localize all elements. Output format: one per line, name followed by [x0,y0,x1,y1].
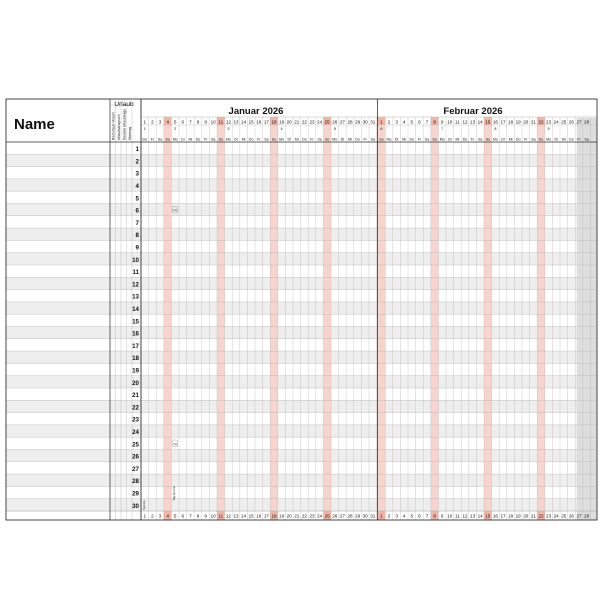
day-number-januar: 14 [241,119,247,125]
urlaub-sub-header: Urlaubsanspruch [116,114,121,140]
weekday-label-januar: Do [355,137,360,142]
row-number: 1 [135,146,139,154]
day-number-januar: 2 [151,119,154,125]
day-number-januar: 25 [324,119,330,125]
weekday-label-februar: Fr [524,137,528,142]
weekday-label-februar: Sa [584,137,589,142]
sunday-column-highlight [164,117,172,520]
week-number-januar: 2 [174,127,177,132]
month-title-februar: Februar 2026 [443,106,503,117]
footer-day-number-januar: 6 [181,513,185,519]
footer-day-number-februar: 28 [584,513,590,519]
footer-day-number-januar: 19 [279,513,285,519]
row-shade [6,474,597,486]
row-shade [6,450,597,462]
footer-day-number-januar: 21 [294,513,300,519]
weekday-label-januar: So [218,137,224,142]
footer-day-number-februar: 13 [470,513,476,519]
day-number-februar: 2 [387,119,391,125]
footer-day-number-februar: 4 [402,513,406,519]
row-number: 19 [132,367,139,375]
row-number: 5 [135,195,139,203]
row-number: 30 [132,502,139,510]
footer-day-number-januar: 7 [189,513,192,519]
weekday-label-januar: So [271,137,277,142]
row-shade [6,228,597,240]
row-number: 26 [132,453,139,461]
day-number-februar: 23 [546,119,552,125]
weekday-label-februar: Di [448,137,452,142]
weekday-label-februar: Mo [546,137,552,142]
footer-day-number-januar: 12 [225,513,231,519]
row-number: 6 [135,207,139,215]
footer-day-number-februar: 11 [455,513,460,519]
footer-day-number-februar: 20 [523,513,529,519]
day-number-februar: 7 [425,119,429,125]
footer-day-number-februar: 5 [410,513,414,519]
day-number-januar: 26 [332,119,338,125]
day-number-februar: 9 [440,119,444,125]
weekday-label-januar: Do [195,137,201,142]
footer-day-number-januar: 17 [263,513,269,519]
weekday-label-januar: Fr [150,137,155,142]
weekday-label-januar: Sa [317,137,322,142]
footer-day-number-februar: 21 [530,513,536,519]
weekday-label-januar: Sa [370,137,376,142]
row-shade [6,302,597,314]
weekday-label-januar: Mo [332,137,338,142]
row-number: 25 [132,441,139,449]
weekday-label-februar: Fr [417,137,422,142]
day-number-februar: 6 [418,119,421,125]
footer-day-number-januar: 29 [355,513,361,519]
day-number-januar: 18 [271,119,277,125]
row-number: 12 [132,281,139,289]
row-shade [6,425,597,437]
day-number-januar: 21 [294,119,300,125]
day-number-februar: 16 [492,119,498,125]
weekday-label-januar: Mi [241,137,246,142]
day-number-februar: 28 [584,119,590,125]
row-number: 4 [135,183,139,190]
day-number-januar: 28 [347,119,353,125]
footer-day-number-februar: 26 [568,513,574,519]
footer-day-number-januar: 23 [309,513,315,519]
row-number: 28 [132,478,139,486]
weekday-label-januar: Di [181,137,185,142]
day-number-februar: 22 [538,119,544,125]
weekday-label-februar: Mi [402,137,407,142]
week-number-januar: 1 [143,127,146,132]
weekday-label-januar: So [165,137,170,142]
weekday-label-januar: Sa [264,137,269,142]
row-number: 21 [132,392,139,400]
week-number-februar: 9 [547,127,550,132]
day-number-januar: 9 [204,119,207,125]
footer-day-number-februar: 12 [462,513,468,519]
day-number-januar: 31 [370,119,376,125]
footer-day-number-januar: 25 [324,513,330,519]
week-number-februar: 7 [441,127,444,132]
footer-day-number-februar: 9 [440,513,444,519]
day-number-februar: 24 [553,119,559,125]
row-number: 13 [132,293,139,301]
day-number-februar: 5 [410,119,414,125]
row-shade [6,253,597,265]
row-shade [6,327,597,339]
weekday-label-februar: Mi [455,137,460,142]
week-number-januar: 3 [227,127,230,132]
footer-day-number-februar: 22 [538,513,544,519]
row-number: 8 [135,232,139,240]
footer-day-number-januar: 16 [256,513,262,519]
weekday-label-februar: Do [569,137,574,142]
day-number-januar: 22 [301,119,307,125]
row-number: 3 [135,170,139,178]
footer-day-number-januar: 26 [332,513,338,519]
row-shade [6,400,597,412]
row-number: 7 [135,219,139,227]
footer-day-number-januar: 3 [158,513,162,519]
week-number-februar: 6 [380,127,383,132]
day-number-januar: 17 [263,119,269,125]
weekday-label-januar: Fr [257,137,261,142]
weekday-label-februar: So [379,137,384,142]
row-shade [6,499,597,511]
day-number-februar: 13 [470,119,476,125]
cell-mark-text: (1) [173,441,177,446]
row-shade [6,351,597,363]
row-number: 24 [132,429,139,436]
weekday-label-januar: Fr [363,137,367,142]
day-number-januar: 24 [317,119,323,125]
day-number-januar: 20 [286,119,292,125]
weekday-label-februar: Sa [477,137,483,142]
footer-day-number-februar: 16 [492,513,498,519]
footer-day-number-januar: 27 [339,513,345,519]
footer-day-number-februar: 17 [500,513,506,519]
row-number: 27 [132,465,139,473]
footer-day-number-januar: 11 [218,513,224,519]
day-number-januar: 3 [158,119,162,125]
row-number: 14 [132,306,139,313]
row-shade [6,376,597,388]
day-number-februar: 10 [447,119,453,125]
weekday-label-januar: Mi [188,137,193,142]
footer-day-number-januar: 9 [204,513,207,519]
row-shade [6,277,597,289]
urlaub-sub-header: Übertrag [127,126,132,140]
row-number: 15 [132,318,139,326]
footer-day-number-januar: 5 [173,513,177,519]
day-number-februar: 20 [523,119,529,125]
footer-day-number-januar: 30 [362,513,368,519]
day-number-januar: 16 [256,119,262,125]
weekday-label-februar: Do [515,137,521,142]
footer-day-number-februar: 27 [576,513,582,519]
day-number-januar: 7 [189,119,192,125]
day-number-februar: 27 [576,119,582,125]
weekday-label-januar: Do [248,137,254,142]
row-number: 2 [135,158,139,166]
row-number: 11 [132,269,139,277]
row-shade [6,179,597,191]
weekday-label-februar: So [432,137,437,142]
day-number-januar: 23 [309,119,315,125]
weekday-label-januar: So [324,137,330,142]
row-number: 17 [132,342,139,350]
footer-day-number-februar: 8 [433,513,436,519]
weekday-label-februar: Di [394,137,399,142]
day-number-januar: 19 [279,119,285,125]
day-number-februar: 21 [530,119,536,125]
footer-day-number-januar: 20 [286,513,292,519]
page-title: Name [14,116,55,133]
weekday-label-januar: Fr [310,137,314,142]
day-number-januar: 11 [218,119,224,125]
footer-day-number-januar: 24 [317,513,323,519]
day-number-januar: 4 [166,119,169,125]
day-number-januar: 5 [173,119,177,125]
day-number-februar: 19 [515,119,521,125]
footer-day-number-januar: 2 [151,513,154,519]
weekday-label-februar: Mi [508,137,513,142]
day-number-januar: 12 [225,119,231,125]
weekday-label-februar: Do [462,137,468,142]
day-number-februar: 25 [561,119,567,125]
weekday-label-februar: Do [409,137,415,142]
row-number: 22 [132,404,139,412]
footer-day-number-februar: 24 [553,513,559,519]
weekday-label-januar: Di [234,137,238,142]
day-number-februar: 4 [402,119,406,125]
footer-day-number-januar: 28 [347,513,353,519]
day-number-januar: 13 [233,119,239,125]
weekday-label-januar: Fr [203,137,208,142]
row-number: 18 [132,355,139,363]
footer-day-number-februar: 6 [418,513,421,519]
weekday-label-februar: Sa [531,137,536,142]
footer-day-number-februar: 23 [546,513,552,519]
footer-day-number-januar: 1 [143,513,147,519]
weekday-label-januar: Mi [294,137,299,142]
weekday-label-februar: Di [501,137,505,142]
day-number-februar: 3 [395,119,398,125]
day-number-februar: 14 [477,119,483,125]
sunday-column-highlight [431,117,439,520]
day-number-februar: 18 [508,119,514,125]
weekday-label-februar: Mo [386,137,392,142]
weekday-label-januar: Sa [210,137,216,142]
footnote-label: Tag Summe [172,485,177,501]
weekday-label-januar: Mo [172,137,178,142]
row-number: 23 [132,416,139,424]
footer-day-number-februar: 14 [477,513,483,519]
weekday-label-februar: Sa [424,137,430,142]
weekday-label-februar: Fr [470,137,475,142]
footer-day-number-februar: 3 [395,513,398,519]
weekday-label-januar: Di [340,137,345,142]
row-number: 16 [132,330,139,338]
week-number-januar: 5 [333,127,336,132]
weekday-label-februar: Mo [439,137,445,142]
day-number-januar: 1 [143,119,147,125]
row-shade [6,204,597,216]
footer-day-number-januar: 31 [370,513,376,519]
footer-day-number-februar: 25 [561,513,567,519]
footer-day-number-februar: 19 [515,513,521,519]
weekday-label-januar: Mo [225,137,231,142]
week-number-februar: 8 [494,127,497,132]
day-number-februar: 1 [380,119,383,125]
weekday-label-februar: Di [554,137,558,142]
weekday-label-januar: Di [287,137,291,142]
day-number-februar: 26 [568,119,574,125]
row-number: 20 [132,379,139,387]
sunday-column-highlight [323,117,331,520]
day-number-januar: 6 [181,119,185,125]
footer-day-number-februar: 18 [508,513,514,519]
sunday-column-highlight [537,117,545,520]
day-number-februar: 17 [500,119,506,125]
footer-day-number-februar: 1 [380,513,383,519]
weekday-label-januar: Sa [157,137,163,142]
day-number-januar: 29 [355,119,361,125]
row-shade [6,154,597,166]
sunday-column-highlight [217,117,225,520]
footer-day-number-februar: 2 [387,513,391,519]
urlaub-sub-header: Resturlaub Vorjahr [111,111,116,140]
footer-day-number-januar: 13 [233,513,239,519]
row-number: 9 [135,244,139,252]
day-number-februar: 12 [462,119,468,125]
day-number-februar: 15 [485,119,491,125]
month-title-januar: Januar 2026 [228,106,284,117]
footer-day-number-januar: 14 [241,513,247,519]
footer-day-number-januar: 22 [301,513,307,519]
day-number-januar: 30 [362,119,368,125]
day-number-januar: 8 [196,119,200,125]
footer-day-number-januar: 8 [196,513,200,519]
footer-day-number-februar: 15 [485,513,491,519]
footer-day-number-januar: 18 [271,513,277,519]
weekday-label-februar: So [538,137,544,142]
day-number-februar: 8 [433,119,436,125]
weekday-label-januar: Mi [348,137,352,142]
weekday-label-februar: Fr [577,137,581,142]
urlaub-label: Urlaub [114,101,134,108]
weekday-label-januar: Mo [279,137,285,142]
footer-day-number-januar: 10 [210,513,216,519]
urlaub-sub-header: Gesamt Urlaubstage [122,108,127,140]
day-number-januar: 27 [339,119,345,125]
weekday-label-januar: Do [302,137,307,142]
footer-day-number-februar: 7 [425,513,429,519]
weekday-label-januar: Do [142,137,148,142]
day-number-januar: 15 [248,119,254,125]
day-number-januar: 10 [210,119,216,125]
footer-day-number-januar: 4 [166,513,169,519]
weekday-label-februar: So [485,137,491,142]
footnote-label: Summe [141,500,146,510]
weekday-label-februar: Mi [561,137,566,142]
week-number-januar: 4 [280,127,283,132]
weekday-label-februar: Mo [492,137,498,142]
day-number-februar: 11 [455,119,460,125]
sunday-column-highlight [270,117,278,520]
row-number: 29 [132,490,139,498]
footer-day-number-januar: 15 [248,513,254,519]
cell-mark-text: (1) [173,208,177,213]
sunday-column-highlight [484,117,492,520]
row-number: 10 [132,256,139,264]
footer-day-number-februar: 10 [447,513,453,519]
sunday-column-highlight [378,117,386,520]
